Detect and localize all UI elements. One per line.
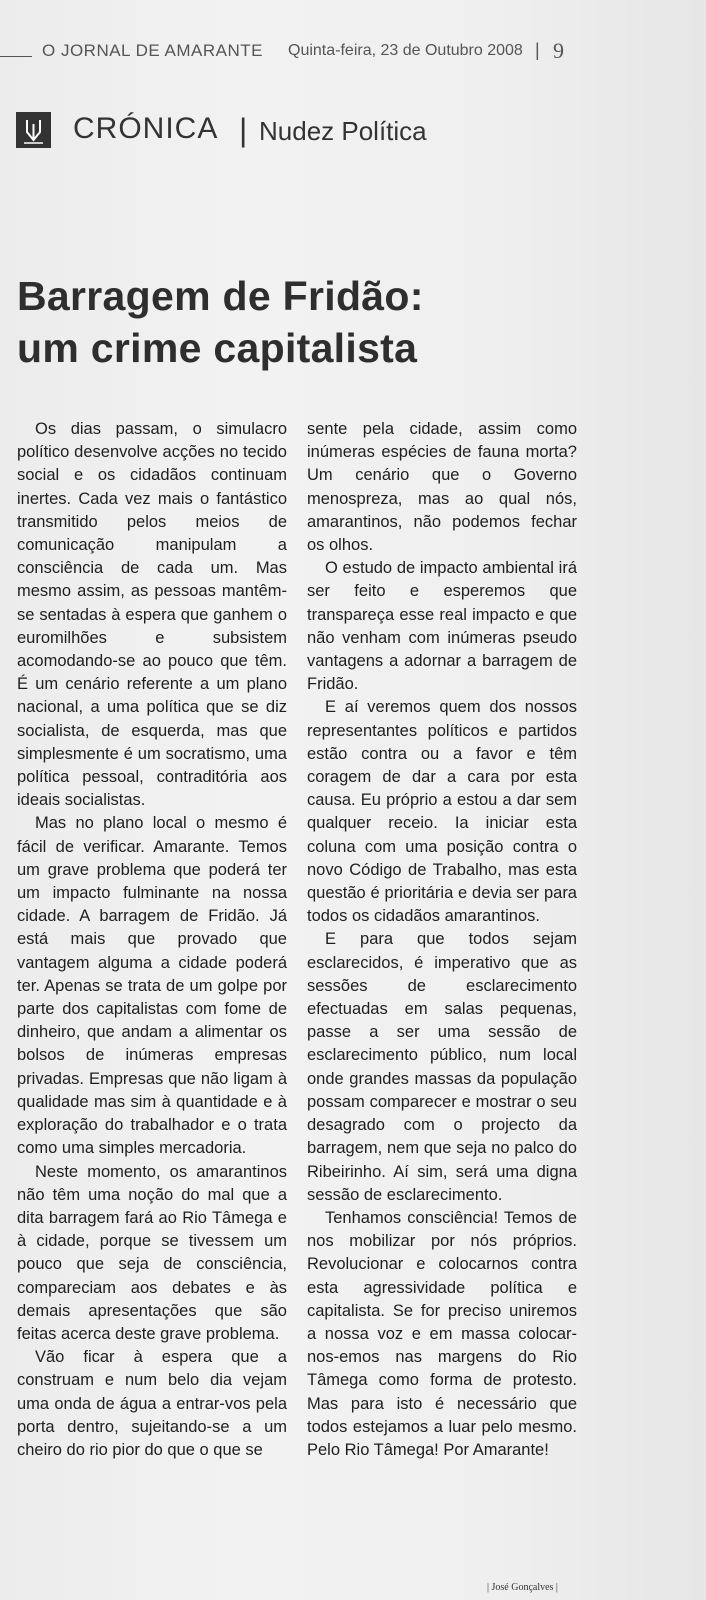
paragraph: Tenhamos consciência! Temos de nos mobilizar por nós próprios. Revolucionar e colocarnos contra esta agressividade política e capitalista. Se for preciso uniremos a nossa voz e em massa colocar-nos-emos nas margens do Rio Tâmega como forma de protesto. Mas para isto é necessário que todos estejamos a luar pelo mesmo. Pelo Rio Tâmega! Por Amarante! [307, 1208, 577, 1459]
paragraph: sente pela cidade, assim como inúmeras espécies de fauna morta? Um cenário que o Governo menospreza, mas ao qual nós, amarantinos, não podemos fechar os olhos. [307, 420, 577, 555]
paragraph: Neste momento, os amarantinos não têm uma noção do mal que a dita barragem fará ao Rio Tâmega e à cidade, porque se tivessem um pouco que seja de consciência, compareciam aos debates e às demais apresentações que são feitas acerca deste grave problema. [17, 1162, 287, 1343]
header-rule [0, 56, 32, 57]
headline-line-1: Barragem de Fridão: [17, 273, 424, 319]
page-header [0, 38, 706, 68]
paragraph: E aí veremos quem dos nossos representantes políticos e partidos estão contra ou a favor e têm coragem de dar a cara por esta causa. Eu próprio a estou a dar sem qualquer receio. Ia iniciar esta coluna com uma posição contra o novo Código de Trabalho, mas esta questão é prioritária e devia ser para todos os cidadãos amarantinos. [307, 698, 577, 926]
issue-date: Quinta-feira, 23 de Outubro 2008 [288, 42, 523, 59]
column-topic: Nudez Política [259, 116, 427, 146]
paragraph: E para que todos sejam esclarecidos, é imperativo que as sessões de esclarecimento efectuadas em salas pequenas, passe a ser uma sessão de esclarecimento público, num local onde grandes massas da população possam comparecer e mostrar o seu desagrado com o projecto da barragem, nem que seja no palco do Ribeirinho. Aí sim, será uma digna sessão de esclarecimento. [307, 930, 577, 1204]
section-heading [16, 112, 676, 152]
section-label: CRÓNICA [73, 112, 219, 145]
headline-line-2: um crime capitalista [17, 325, 418, 371]
article-headline [17, 270, 677, 374]
page-number: 9 [553, 38, 564, 63]
article-column-left [17, 418, 287, 1462]
author-byline: | José Gonçalves | [487, 1582, 558, 1593]
article-column-right [307, 418, 577, 1462]
newspaper-name: O JORNAL DE AMARANTE [42, 41, 263, 60]
paragraph: Os dias passam, o simulacro político desenvolve acções no tecido social e os cidadãos continuam inertes. Cada vez mais o fantástico transmitido pelos meios de comunicação manipulam a consciência de cada um. Mas mesmo assim, as pessoas mantêm-se sentadas à espera que ganhem o euromilhões e subsistem acomodando-se ao pouco que têm. É um cenário referente a um plano nacional, a uma política que se diz socialista, de esquerda, mas que simplesmente é um socratismo, uma política pessoal, contraditória aos ideais socialistas. [17, 420, 287, 810]
header-separator: | [535, 40, 540, 60]
pen-nib-icon [16, 112, 51, 148]
paragraph: O estudo de impacto ambiental irá ser feito e esperemos que transpareça esse real impacto e que não venham com inúmeras pseudo vantagens a adornar a barragem de Fridão. [307, 559, 577, 694]
paragraph: Vão ficar à espera que a construam e num belo dia vejam uma onda de água a entrar-vos pela porta dentro, sujeitando-se a um cheiro do rio pior do que o que se [17, 1348, 287, 1459]
paragraph: Mas no plano local o mesmo é fácil de verificar. Amarante. Temos um grave problema que poderá ter um impacto fulminante na nossa cidade. A barragem de Fridão. Já está mais que provado que vantagem alguma a cidade poderá ter. Apenas se trata de um golpe por parte dos capitalistas com fome de dinheiro, que andam a alimentar os bolsos de inúmeras empresas privadas. Empresas que não ligam à qualidade mas sim à quantidade e à exploração do trabalhador e o trata como uma simples mercadoria. [17, 814, 287, 1158]
section-separator: | [239, 112, 248, 148]
